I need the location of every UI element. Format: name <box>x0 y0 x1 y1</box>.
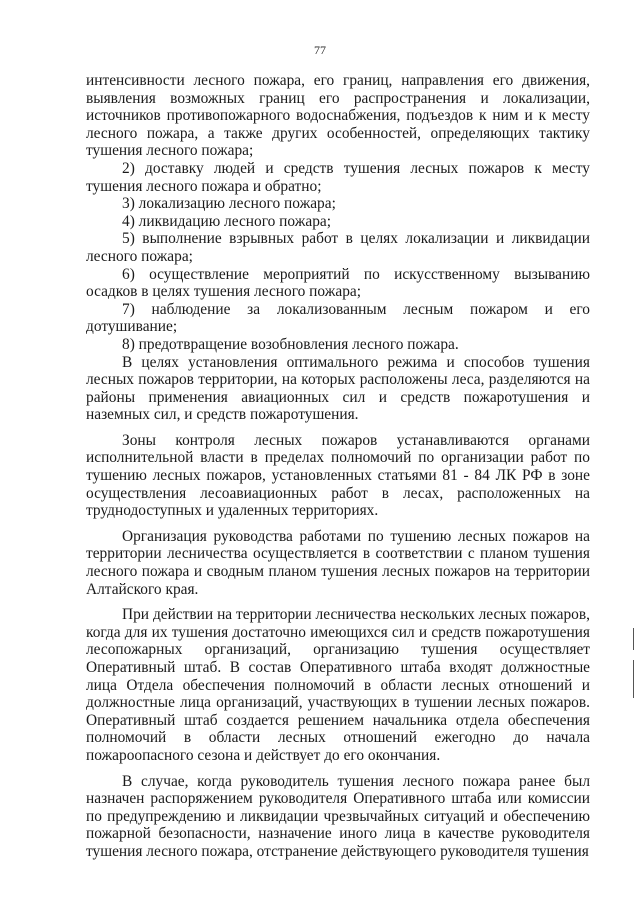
margin-mark <box>633 660 634 698</box>
paragraph-management-organization: Организация руководства работами по тушению лесных пожаров на территории лесничества осуществляется в соответствии с планом тушения лесного пожара и сводным планом тушения лесных пожаров на территории Алтайского края. <box>86 527 590 598</box>
list-item-4: 4) ликвидацию лесного пожара; <box>122 212 331 230</box>
list-item-2: 2) доставку людей и средств тушения лесных пожаров к месту тушения лесного пожара и обратно; <box>86 159 590 195</box>
list-item-8: 8) предотвращение возобновления лесного пожара. <box>122 335 459 353</box>
list-item-5: 5) выполнение взрывных работ в целях локализации и ликвидации лесного пожара; <box>86 230 590 265</box>
body-text <box>86 72 590 861</box>
paragraph-firefighting-leader: В случае, когда руководитель тушения лесного пожара ранее был назначен распоряжением руководителя Оперативного штаба или комиссии по предупреждению и ликвидации чрезвычайных ситуаций и обеспечению пожарной безопасности, назначение иного лица в качестве руководителя тушения лесного пожара, отстранение действующего руководителя тушения <box>86 772 590 860</box>
paragraph-control-zones: Зоны контроля лесных пожаров устанавливаются органами исполнительной власти в пределах полномочий по организации работ по тушению лесных пожаров, установленных статьями 81 - 84 ЛК РФ в зоне осуществления лесоавиационных работ в лесах, расположенных на труднодоступных и удаленных территориях. <box>86 431 590 520</box>
paragraph-firefighting-regions: В целях установления оптимального режима и способов тушения лесных пожаров территории, на которых расположены леса, разделяются на районы применения авиационных сил и средств пожаротушения и наземных сил, и средств пожаротушения. <box>86 353 590 424</box>
list-item-3: 3) локализацию лесного пожара; <box>122 195 336 213</box>
page-number: 77 <box>314 43 326 57</box>
margin-mark <box>633 628 634 650</box>
list-item-7: 7) наблюдение за локализованным лесным пожаром и его дотушивание; <box>86 300 590 336</box>
paragraph-operational-headquarters: При действии на территории лесничества нескольких лесных пожаров, когда для их тушения достаточно имеющихся сил и средств пожаротушения лесопожарных организаций, организацию тушения осуществляет Оперативный штаб. В состав Оперативного штаба входят должностные лица Отдела обеспечения полномочий в области лесных отношений и должностные лица организаций, участвующих в тушении лесных пожаров. Оперативный штаб создается решением начальника отдела обеспечения полномочий в области лесных отношений ежегодно до начала пожароопасного сезона и действует до его окончания. <box>86 606 590 764</box>
paragraph-fire-assessment: интенсивности лесного пожара, его границ, направления его движения, выявления возможных границ его распространения и локализации, источников противопожарного водоснабжения, подъездов к ним и к месту лесного пожара, а также других особенностей, определяющих тактику тушения лесного пожара; <box>86 72 590 160</box>
list-item-6: 6) осуществление мероприятий по искусственному вызыванию осадков в целях тушения лесного пожара; <box>86 265 590 301</box>
